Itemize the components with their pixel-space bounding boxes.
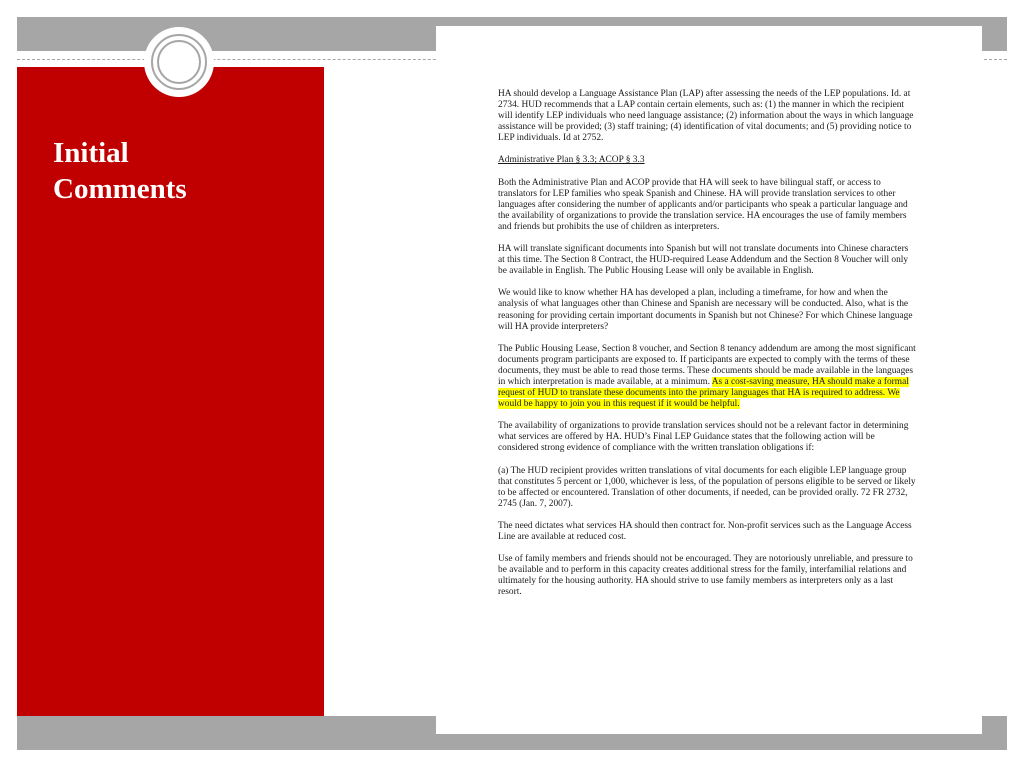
document-image [436,26,982,734]
doc-paragraph: We would like to know whether HA has developed a plan, including a timeframe, for how and when the analysis of what languages other than Chinese and Spanish are necessary will be conducted. Also, what is the reasoning for providing certain important documents in Spanish but not Chinese? For which Chinese language will HA provide interpreters? [498,288,913,332]
doc-paragraph: Use of family members and friends should not be encouraged. They are notoriously unreliable, and pressure to be available and to perform in this capacity creates additional stress for the family, interfamilial relations and ultimately for the housing authority. HA should strive to use family members as interpreters only as a last resort. [498,554,913,598]
doc-paragraph: Both the Administrative Plan and ACOP provide that HA will seek to have bilingual staff, or access to translators for LEP families who speak Spanish and Chinese. HA will provide translation services to other languages after considering the number of applicants and/or participants who speak a particular language and the availability of organizations to provide the translation service. HA encourages the use of family members and friends but prohibits the use of children as interpreters. [498,177,908,232]
doc-text-run: The Public Housing Lease, Section 8 voucher, and Section 8 tenancy addendum are among the most significant documents program participants are exposed to. If participants are expected to comply with the terms of these documents, they must be able to read those terms. These documents should be made available in the languages in which interpretation is made available, at a minimum. [498,343,916,387]
doc-paragraph: The availability of organizations to provide translation services should not be a relevant factor in determining what services are offered by HA. HUD’s Final LEP Guidance states that the following action will be considered strong evidence of compliance with the written translation obligations if: [498,421,909,454]
slide-title-line-1: Initial [53,137,129,169]
slide-title-line-2: Comments [53,173,187,205]
doc-paragraph [498,344,916,411]
doc-subheading: Administrative Plan § 3.3; ACOP § 3.3 [498,155,645,166]
doc-paragraph: HA should develop a Language Assistance Plan (LAP) after assessing the needs of the LEP populations. Id. at 2734. HUD recommends that a LAP contain certain elements, such as: (1) the manner in which the recipient will identify LEP individuals who need language assistance; (2) information about the ways in which language assistance will be provided; (3) staff training; (4) identification of vital documents; and (5) providing notice to LEP individuals. Id at 2752. [498,89,914,144]
doc-paragraph: HA will translate significant documents into Spanish but will not translate documents into Chinese characters at this time. The Section 8 Contract, the HUD-required Lease Addendum and the Section 8 Voucher will only be available in English. The Public Housing Lease will only be available in English. [498,244,909,277]
slide-title [53,135,313,207]
circle-ornament-icon [144,27,214,97]
doc-paragraph: (a) The HUD recipient provides written translations of vital documents for each eligible LEP language group that constitutes 5 percent or 1,000, whichever is less, of the population of persons eligible to be served or likely to be affected or encountered. Translation of other documents, if needed, can be provided orally. 72 FR 2732, 2745 (Jan. 7, 2007). [498,465,916,509]
highlighted-text: As a cost-saving measure, HA should make a formal request of HUD to translate these documents into the primary languages that HA is required to address. We would be happy to join you in this request if it would be helpful. [498,376,909,410]
doc-paragraph: The need dictates what services HA should then contract for. Non-profit services such as the Language Access Line are available at reduced cost. [498,520,912,542]
document-text [498,89,916,609]
